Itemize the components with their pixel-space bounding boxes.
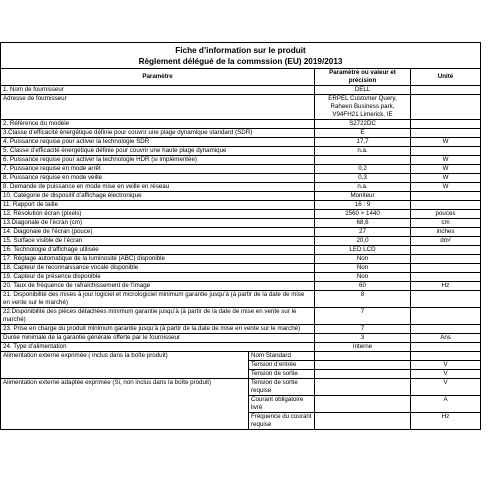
- psu-row: [1, 379, 481, 396]
- row-value-line: V94FH21 Limerick, IE: [332, 111, 393, 118]
- row-label: 8. Puissance requise en mode veille: [1, 174, 315, 183]
- table-row: [1, 255, 481, 264]
- row-value: 3: [315, 334, 411, 343]
- table-row: [1, 201, 481, 210]
- row-unit: W: [411, 165, 481, 174]
- table-row: [1, 86, 481, 95]
- table-row: [1, 334, 481, 343]
- row-unit: pouces: [411, 210, 481, 219]
- row-label: 5. Classe d’efficacité énergétique définie pour couvrir une haute plage dynamique: [1, 147, 315, 156]
- row-value: Non: [315, 255, 411, 264]
- header-parameter: Paramètre: [1, 69, 315, 86]
- table-row: [1, 138, 481, 147]
- row-unit: W: [411, 138, 481, 147]
- row-label: 11. Rapport de taille: [1, 201, 315, 210]
- row-value: LED LCD: [315, 246, 411, 255]
- row-unit: [411, 201, 481, 210]
- row-label: 21. Disponibilité des mises à jour logiciel et micrologiciel minimum garantie jusqu’à (à partir de la date de mise en vente sur le marché): [1, 291, 315, 308]
- table-row: [1, 174, 481, 183]
- row-value-line: ERPEL Customer Query,: [328, 95, 397, 102]
- row-unit: W: [411, 183, 481, 192]
- row-unit: [411, 147, 481, 156]
- row-value: [315, 95, 411, 120]
- row-value: Moniteur: [315, 192, 411, 201]
- psu-item-unit: V: [411, 361, 481, 370]
- row-value: 20,0: [315, 237, 411, 246]
- row-label: 20. Taux de fréquence de rafraîchissement de l’image: [1, 282, 315, 291]
- row-label: 16. Technologie d’affichage utilisée: [1, 246, 315, 255]
- row-label: 4. Puissance requise pour activer la technologie SDR: [1, 138, 315, 147]
- table-row: [1, 228, 481, 237]
- row-value: [315, 156, 411, 165]
- table-row: [1, 192, 481, 201]
- psu-item-name: Tension de sortie requise: [249, 379, 315, 396]
- table-row: [1, 95, 481, 120]
- table-row: [1, 129, 481, 138]
- table-row: [1, 273, 481, 282]
- row-label: 17. Réglage automatique de la luminosité (ABC) disponible: [1, 255, 315, 264]
- table-row: [1, 120, 481, 129]
- psu-row: [1, 352, 481, 361]
- row-value: Non: [315, 264, 411, 273]
- row-unit: [411, 192, 481, 201]
- psu-item-unit: [411, 352, 481, 361]
- row-value: Non: [315, 273, 411, 282]
- product-information-sheet: [0, 42, 480, 430]
- row-value: 17,7: [315, 138, 411, 147]
- row-value: 7: [315, 325, 411, 334]
- psu-item-unit: V: [411, 379, 481, 396]
- row-value: n.a.: [315, 147, 411, 156]
- psu-internal-label: Alimentation externe exprimée ( inclus dans la boîte produit): [1, 352, 249, 379]
- row-label: 24. Type d’alimentation: [1, 343, 315, 352]
- row-value: DELL: [315, 86, 411, 95]
- table-row: [1, 325, 481, 334]
- psu-item-value: [315, 379, 411, 396]
- row-unit: [411, 291, 481, 308]
- row-unit: [411, 325, 481, 334]
- row-unit: [411, 86, 481, 95]
- table-row: [1, 165, 481, 174]
- row-unit: inches: [411, 228, 481, 237]
- row-unit: [411, 95, 481, 120]
- sheet-title-line2: Règlement délégué de la commssion (EU) 2019/2013: [138, 57, 343, 66]
- row-value: 0,2: [315, 165, 411, 174]
- row-label: 19. Capteur de présence disponible: [1, 273, 315, 282]
- row-label: 7. Puissance requise en mode arrêt: [1, 165, 315, 174]
- table-row: [1, 210, 481, 219]
- row-value: 60: [315, 282, 411, 291]
- row-unit: [411, 129, 481, 138]
- row-unit: Ans: [411, 334, 481, 343]
- row-unit: [411, 255, 481, 264]
- table-row: [1, 246, 481, 255]
- row-label: 22.Disponibilité des pièces détachées minimum garantie jusqu’à (à partir de la date de mise en vente sur le marché): [1, 308, 315, 325]
- row-value: n.a.: [315, 183, 411, 192]
- row-value: Interne: [315, 343, 411, 352]
- row-unit: [411, 246, 481, 255]
- row-value-line: Raheen Business park,: [330, 103, 395, 110]
- row-value: 27: [315, 228, 411, 237]
- row-label: 13.Diagonale de l’écran (cm): [1, 219, 315, 228]
- row-unit: [411, 120, 481, 129]
- row-value: E: [315, 129, 411, 138]
- psu-item-name: Tension d’entrée: [249, 361, 315, 370]
- table-row: [1, 308, 481, 325]
- row-label: 12. Résolution écran (pixels): [1, 210, 315, 219]
- row-unit: [411, 343, 481, 352]
- row-label: 6. Puissance requise pour activer la technologie HDR (si implémentée): [1, 156, 315, 165]
- row-unit: W: [411, 174, 481, 183]
- table-row: [1, 282, 481, 291]
- row-value: 7: [315, 308, 411, 325]
- psu-external-label: Alimentation externe adaptée exprimée (Si, non inclus dans la boîte produit): [1, 379, 249, 430]
- header-unit: Unité: [411, 69, 481, 86]
- row-label: Durée minimale de la garantie générale offerte par le fournisseur: [1, 334, 315, 343]
- row-unit: [411, 308, 481, 325]
- row-unit: [411, 273, 481, 282]
- table-row: [1, 264, 481, 273]
- header-value: Paramètre ou valeur et précision: [315, 69, 411, 86]
- row-unit: cm: [411, 219, 481, 228]
- row-value: 8: [315, 291, 411, 308]
- row-value: 2560 × 1440: [315, 210, 411, 219]
- psu-item-value: [315, 396, 411, 413]
- psu-item-value: [315, 361, 411, 370]
- table-row: [1, 343, 481, 352]
- row-unit: [411, 264, 481, 273]
- table-row: [1, 237, 481, 246]
- row-unit: dm²: [411, 237, 481, 246]
- row-label: 8. Demande de puissance en mode mise en veille en réseau: [1, 183, 315, 192]
- row-value: 0,3: [315, 174, 411, 183]
- psu-item-value: [315, 413, 411, 430]
- psu-item-value: [315, 370, 411, 379]
- psu-item-unit: A: [411, 396, 481, 413]
- psu-item-unit: V: [411, 370, 481, 379]
- psu-item-value: [315, 352, 411, 361]
- row-label: 1. Nom de fournisseur: [1, 86, 315, 95]
- product-information-table: [0, 42, 481, 430]
- row-label: Adresse de fournisseur: [1, 95, 315, 120]
- psu-item-name: Courant obligatoire livré: [249, 396, 315, 413]
- row-label: 3.Classe d’efficacité énergétique définie pour couvrir une plage dynamique standard (SDR): [1, 129, 315, 138]
- row-label: 2. Référence du modèle: [1, 120, 315, 129]
- row-value: S2722DC: [315, 120, 411, 129]
- row-value: 16 : 9: [315, 201, 411, 210]
- psu-item-unit: Hz: [411, 413, 481, 430]
- table-row: [1, 183, 481, 192]
- row-label: 18. Capteur de reconnaissance vocale disponible: [1, 264, 315, 273]
- sheet-title-line1: Fiche d’information sur le produit: [175, 46, 306, 55]
- row-value: 68,6: [315, 219, 411, 228]
- row-unit: W: [411, 156, 481, 165]
- row-label: 14. Diagonale de l’écran (pouce): [1, 228, 315, 237]
- psu-item-name: Tension de sortie: [249, 370, 315, 379]
- row-unit: Hz: [411, 282, 481, 291]
- table-row: [1, 291, 481, 308]
- row-label: 15. Surface visible de l’écran: [1, 237, 315, 246]
- row-label: 10. Catégorie de dispositif d’affichage électronique: [1, 192, 315, 201]
- sheet-title: [1, 43, 481, 69]
- row-label: 23. Prise en charge du produit minimum garantie jusqu’à (à partir de la date de mise en vente sur le marché): [1, 325, 315, 334]
- table-row: [1, 219, 481, 228]
- psu-item-name: Fréquence du courant requise: [249, 413, 315, 430]
- table-row: [1, 147, 481, 156]
- table-row: [1, 156, 481, 165]
- psu-item-name: Nom Standard: [249, 352, 315, 361]
